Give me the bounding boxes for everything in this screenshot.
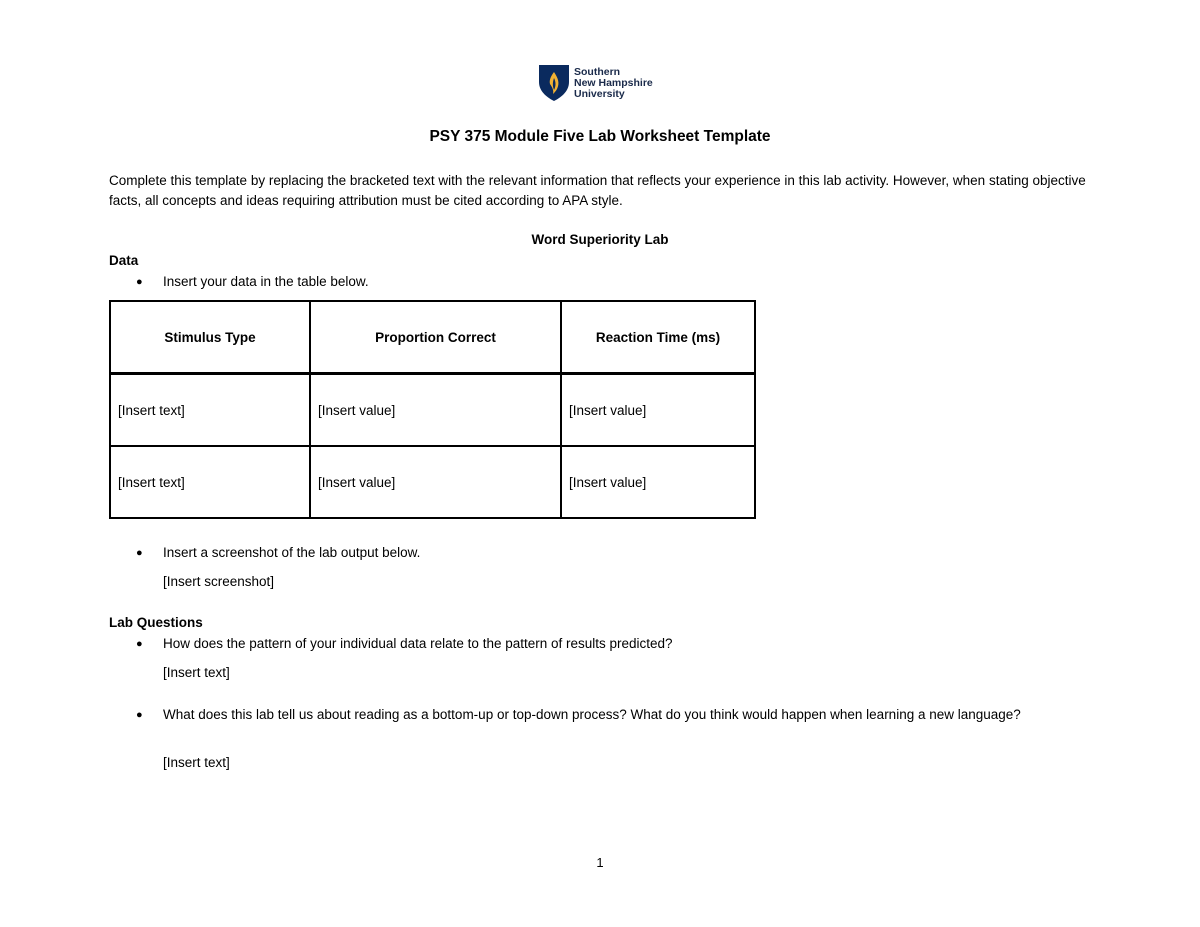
university-logo	[538, 64, 653, 102]
data-bullet-2-text: Insert a screenshot of the lab output below.	[163, 545, 421, 560]
logo-line-1: Southern	[574, 65, 621, 78]
table-cell[interactable]: [Insert value]	[310, 374, 561, 447]
table-row	[110, 374, 755, 447]
data-bullet-2	[136, 543, 1096, 563]
logo-wordmark	[574, 67, 653, 100]
page-number: 1	[596, 855, 604, 870]
data-table	[109, 300, 756, 519]
table-header-row	[110, 301, 755, 374]
question-1	[136, 634, 1096, 654]
logo-line-3: University	[574, 87, 625, 100]
table-cell[interactable]: [Insert value]	[310, 446, 561, 518]
header-reaction-time: Reaction Time (ms)	[561, 301, 755, 374]
snhu-shield-icon	[538, 64, 570, 102]
lab-questions-heading: Lab Questions	[109, 615, 203, 630]
intro-paragraph: Complete this template by replacing the bracketed text with the relevant information that reflects your experience in this lab activity. However, when stating objective facts, all concepts and ideas requiring attribution must be cited according to APA style.	[109, 173, 1086, 208]
table-cell[interactable]: [Insert value]	[561, 446, 755, 518]
document-title: PSY 375 Module Five Lab Worksheet Template	[429, 128, 771, 145]
screenshot-placeholder[interactable]: [Insert screenshot]	[163, 574, 275, 589]
bullet-icon: ●	[136, 709, 143, 721]
table-cell[interactable]: [Insert value]	[561, 374, 755, 447]
question-2	[136, 705, 1096, 725]
data-heading: Data	[109, 253, 139, 268]
header-stimulus-type: Stimulus Type	[110, 301, 310, 374]
data-bullet-1-text: Insert your data in the table below.	[163, 274, 369, 289]
bullet-icon: ●	[136, 547, 143, 559]
question-2-text: What does this lab tell us about reading as a bottom-up or top-down process? What do you think would happen when learning a new language?	[163, 707, 1021, 722]
answer-1-placeholder[interactable]: [Insert text]	[163, 665, 230, 680]
table-cell[interactable]: [Insert text]	[110, 446, 310, 518]
header-proportion-correct: Proportion Correct	[310, 301, 561, 374]
answer-2-placeholder[interactable]: [Insert text]	[163, 755, 230, 770]
bullet-icon: ●	[136, 276, 143, 288]
logo-line-2: New Hampshire	[574, 76, 653, 89]
data-bullet-1	[136, 272, 1096, 292]
question-1-text: How does the pattern of your individual data relate to the pattern of results predicted?	[163, 636, 673, 651]
table-row	[110, 446, 755, 518]
table-cell[interactable]: [Insert text]	[110, 374, 310, 447]
bullet-icon: ●	[136, 638, 143, 650]
lab-title: Word Superiority Lab	[531, 232, 669, 247]
